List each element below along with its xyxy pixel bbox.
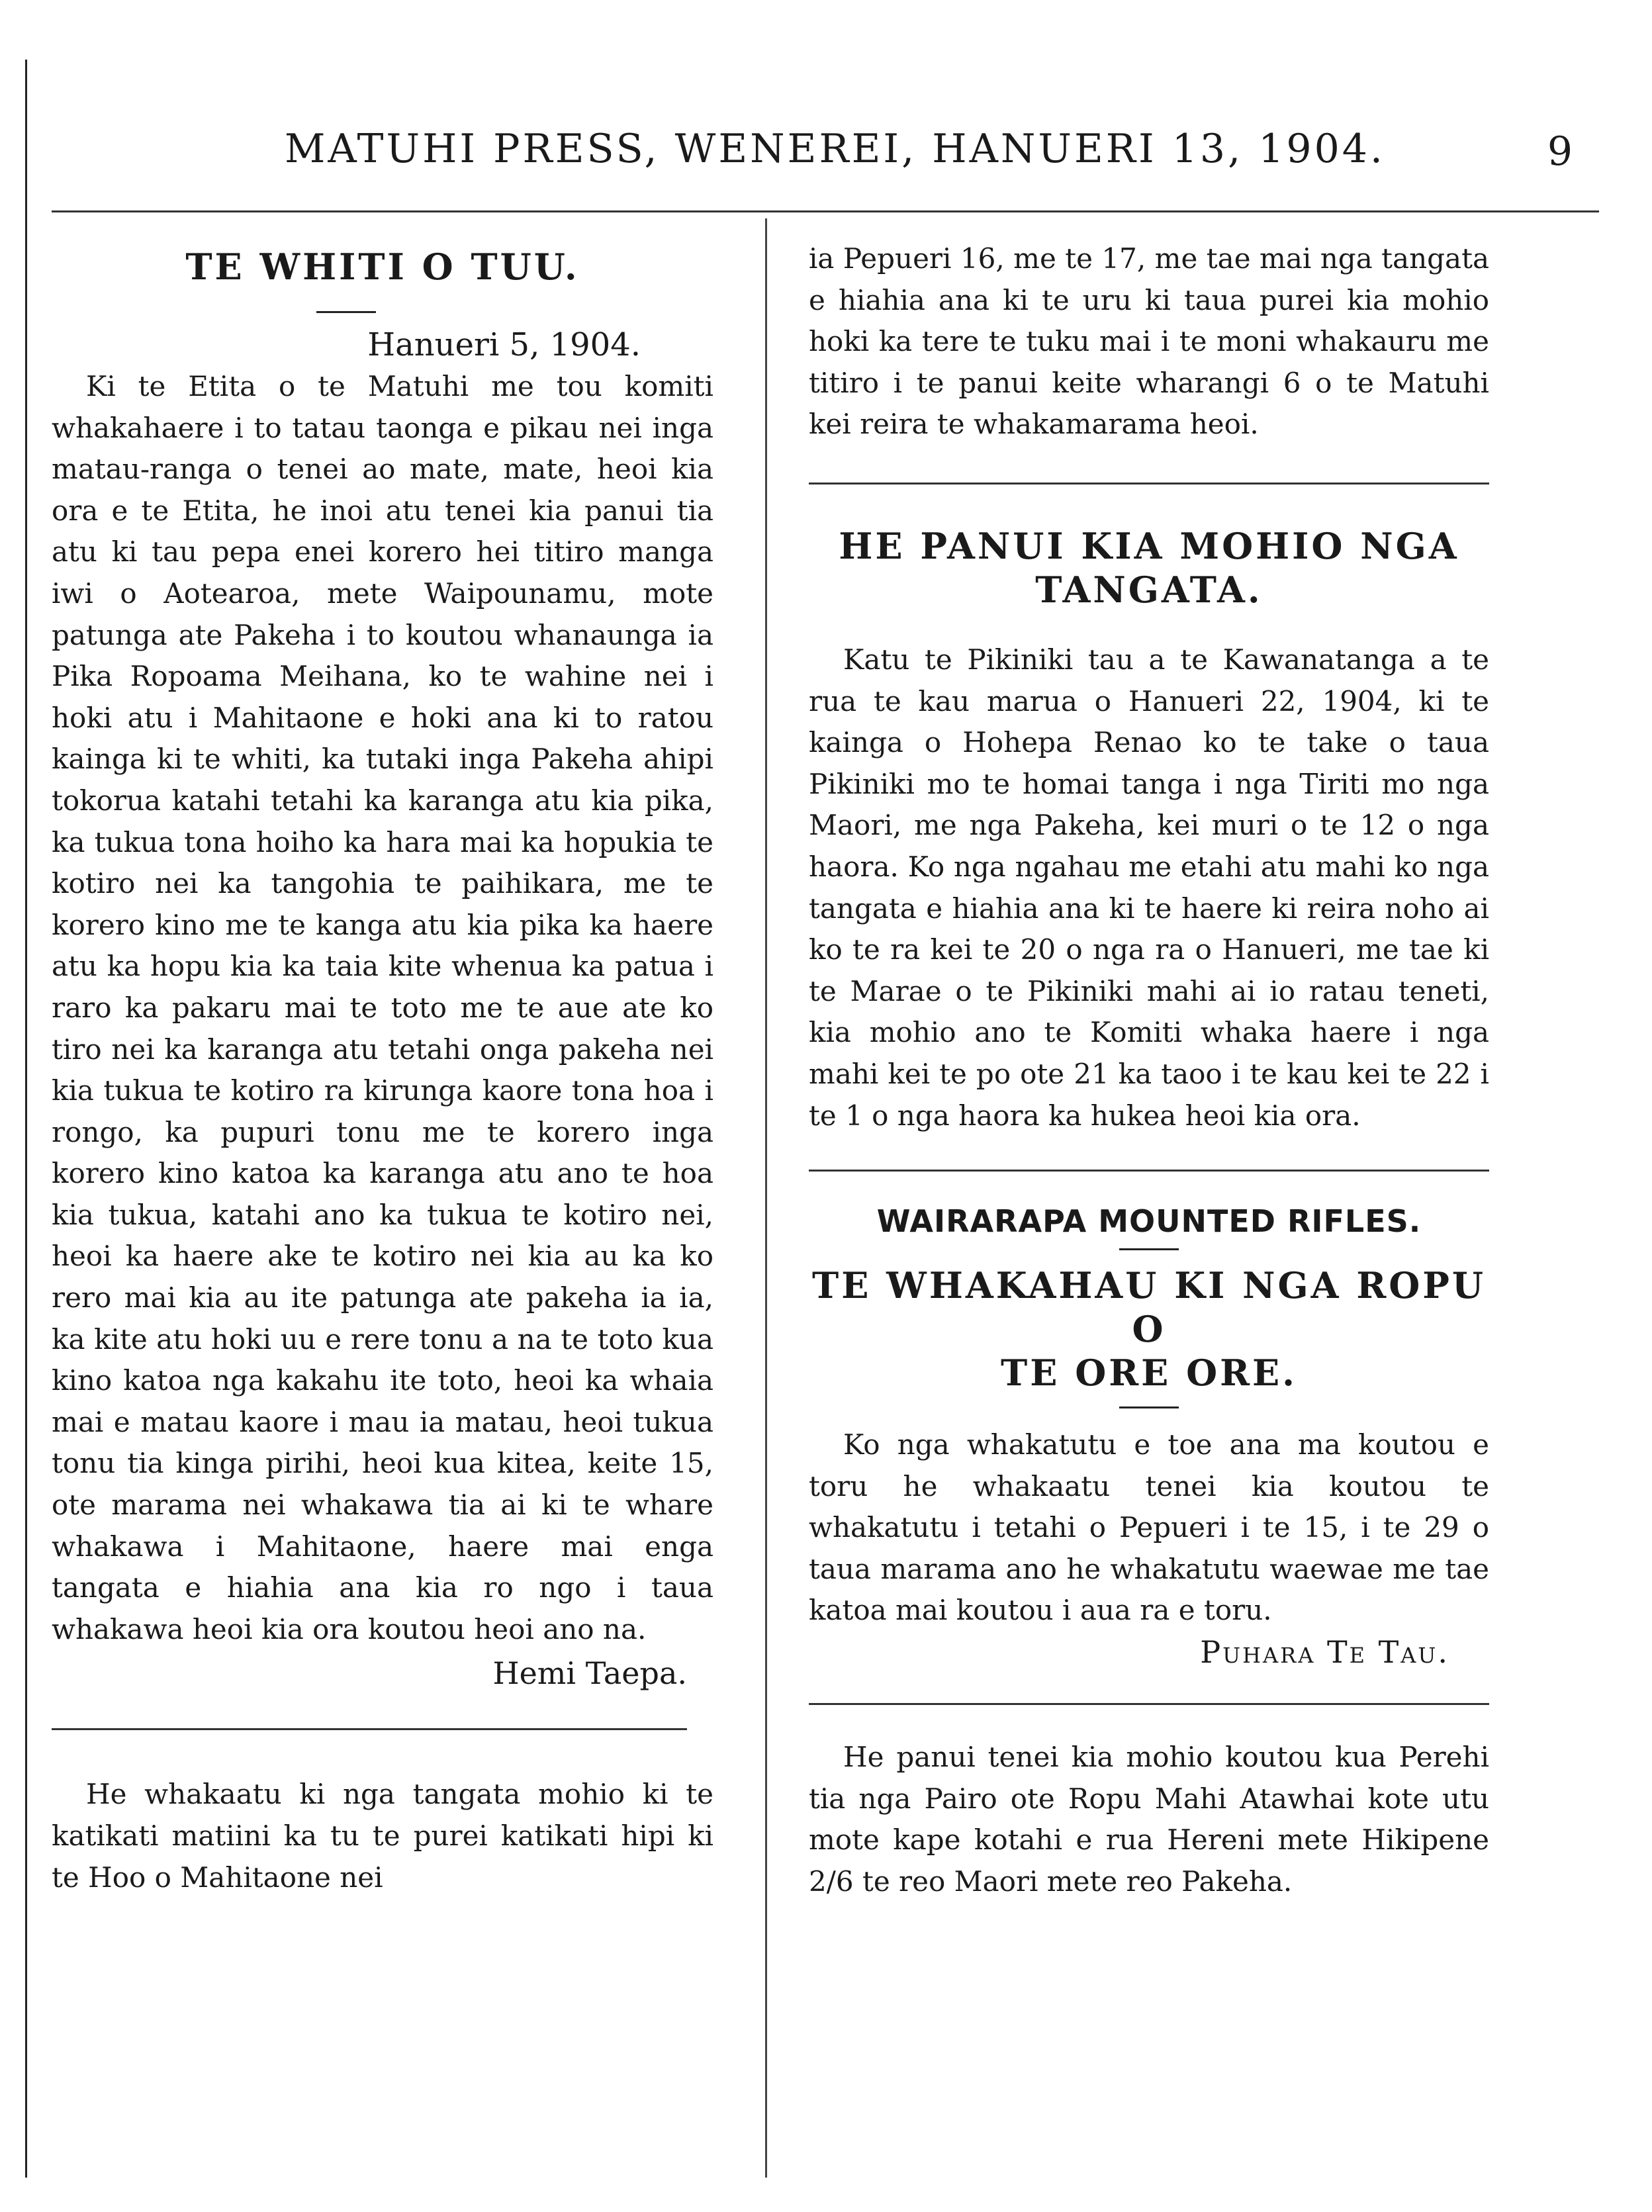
article-body-pairo: He panui tenei kia mohio koutou kua Perehi tia nga Pairo ote Ropu Mahi Atawhai kote utu mote kape kotahi e rua Hereni mete Hikipene 2/6 te reo Maori mete reo Pakeha. [809,1741,1489,1898]
short-rule [1119,1248,1179,1250]
article-heading-panui-line1: HE PANUI KIA MOHIO NGA [839,524,1459,567]
page-header [285,126,1573,185]
article-heading-wairarapa: WAIRARAPA MOUNTED RIFLES. [876,1203,1422,1240]
header-rule [52,210,1599,212]
section-rule [52,1728,687,1730]
section-rule [809,1703,1489,1705]
section-rule [809,1170,1489,1172]
column-divider [765,218,767,2178]
article-heading-panui-line2: TANGATA. [1035,568,1263,611]
article-heading-whakahau-line2: TE ORE ORE. [1001,1352,1297,1395]
article-body-pikiniki: Katu te Pikiniki tau a te Kawanatanga a te rua te kau marua o Hanueri 22, 1904, ki te kainga o Hohepa Renao ko te take o taua Pikiniki mo te homai tanga i nga Tiriti mo nga Maori, me nga Pakeha, kei muri o te 12 o nga haora. Ko nga ngahau me etahi atu mahi ko nga tangata e hiahia ana ki te haere ki reira noho ai ko te ra kei te 20 o nga ra o Hanueri, me tae ki te Marae o te Pikiniki mahi ai io ratau teneti, kia mohio ano te Komiti whaka haere i nga mahi kei te po ote 21 ka taoo i te kau kei te 22 i te 1 o nga haora ka hukea heoi kia ora. [809,643,1489,1132]
masthead-title: MATUHI PRESS, WENEREI, HANUERI 13, 1904. [285,126,1385,172]
left-column [52,238,713,1898]
article-heading-whakahau-line1: TE WHAKAHAU KI NGA ROPU O [812,1264,1486,1351]
article-body-katikati-continued: ia Pepueri 16, me te 17, me tae mai nga tangata e hiahia ana ki te uru ki taua purei kia mohio hoki ka tere te tuku mai i te moni whakauru me titiro i te panui keite wharangi 6 o te Matuhi kei reira te whakamarama heoi. [809,242,1489,441]
short-rule [316,311,376,313]
section-rule [809,483,1489,484]
right-column [809,238,1489,1902]
article-body-whakatutu: Ko nga whakatutu e toe ana ma koutou e toru he whakaatu tenei kia koutou te whakatutu i tetahi o Pepueri i te 15, i te 29 o taua marama ano he whakatutu waewae me tae katoa mai koutou i aua ra e toru. [809,1428,1489,1627]
short-rule [1119,1406,1179,1408]
article-heading-te-whiti: TE WHITI O TUU. [185,246,580,288]
article-date: Hanueri 5, 1904. [367,326,641,363]
article-body-katikati: He whakaatu ki nga tangata mohio ki te katikati matiini ka tu te purei katikati hipi ki te Hoo o Mahitaone nei [52,1778,713,1894]
article-signature: Hemi Taepa. [492,1655,687,1692]
article-body-te-whiti: Ki te Etita o te Matuhi me tou komiti whakahaere i to tatau taonga e pikau nei inga matau-ranga o tenei ao mate, mate, heoi kia ora e te Etita, he inoi atu tenei kia panui tia atu ki tau pepa enei korero hei titiro manga iwi o Aotearoa, mete Waipounamu, mote patunga ate Pakeha i to koutou whanaunga ia Pika Ropoama Meihana, ko te wahine nei i hoki atu i Mahitaone e hoki ana ki to ratou kainga ki te whiti, ka tutaki inga Pakeha ahipi tokorua katahi tetahi ka karanga atu kia pika, ka tukua tona hoiho ka hara mai ka hopukia te kotiro nei ka tangohia te paihikara, me te korero kino me te kanga atu kia pika ka haere atu ka hopu kia ka taia kite whenua ka patua i raro ka pakaru mai te toto me te aue ate ko tiro nei ka karanga atu tetahi onga pakeha nei kia tukua te kotiro ra kirunga kaore tona hoa i rongo, ka pupuri tonu me te korero inga korero kino katoa ka karanga atu ano te hoa kia tukua, katahi ano ka tukua te kotiro nei, heoi ka haere ake te kotiro nei kia au ka ko rero mai kia au ite patunga ate pakeha ia ia, ka kite atu hoki uu e rere tonu a na te toto kua kino katoa nga kakahu ite toto, heoi ka whaia mai e matau kaore i mau ia matau, heoi tukua tonu tia kinga pirihi, heoi kua kitea, keite 15, ote marama nei whakawa tia ai ki te whare whakawa i Mahitaone, haere mai enga tangata e hiahia ana kia ro ngo i taua whakawa heoi kia ora koutou heoi ano na. [52,370,713,1645]
page-number: 9 [1547,128,1573,175]
page-edge-line [25,60,27,2178]
article-signature: Puhara Te Tau. [1200,1634,1449,1671]
